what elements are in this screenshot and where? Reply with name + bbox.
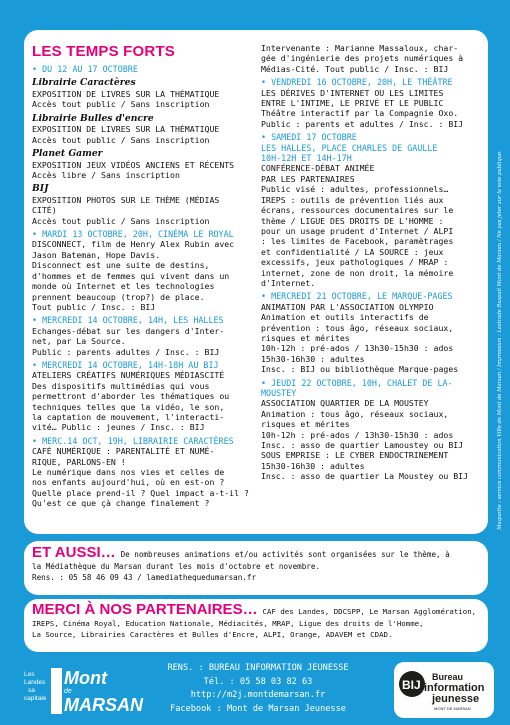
intervenante-text: Intervenante : Marianne Massaloux, char- gée d'ingénierie des projets numériques à Médias-Cité. Tout public / Insc. : BIJ: [261, 43, 464, 74]
merci-text1: CAF des Landes, DDCSPP, Le Marsan Agglomération,: [262, 607, 477, 616]
et-aussi-content: [32, 544, 482, 583]
venue-name: Librairie Caractères: [32, 77, 136, 89]
venue-item: [32, 77, 258, 109]
event-body: ASSOCIATION QUARTIER DE LA MOUSTEY Animation : tous âgo, réseaux sociaux, risques et mérites 10h-12h : pré-ados / 13h30-15h30 : ados Insc. : asso de quartier Lamoustey ou BIJ SOUS EMPRISE : LE CYBER ENDOCTRINEMENT 15h30-16h30 : adultes Insc. : asso de quartier La Moustey ou BIJ: [261, 398, 469, 482]
event-item: [32, 360, 258, 433]
footer-contact: [138, 662, 378, 716]
venue-item: [32, 148, 258, 180]
venue-access: Accès tout public / Sans inscription: [32, 99, 210, 110]
event-heading: • MERCREDI 21 OCTOBRE, LE MARQUE-PAGES: [261, 291, 453, 302]
logo-word-marsan: MARSAN: [64, 695, 143, 715]
merci-line1: [32, 601, 484, 618]
footer-facebook: Facebook : Mont de Marsan Jeunesse: [170, 703, 346, 714]
side-credits: [493, 40, 507, 640]
event-heading: • MERC.14 OCT, 19H, LIBRAIRIE CARACTÈRES: [32, 435, 234, 446]
venue-desc: EXPOSITION DE LIVRES SUR LA THÉMATIQUE: [32, 88, 220, 99]
et-aussi-title: ET AUSSI…: [32, 544, 116, 561]
main-panel: [24, 30, 488, 534]
bij-badge-text: BIJ: [402, 678, 421, 692]
logo-m-bar: [51, 668, 62, 714]
mont-de-marsan-logo: [20, 662, 143, 720]
event-heading: • SAMEDI 17 OCTOBRE LES HALLES, PLACE CHARLES DE GAULLE 10H-12H ET 14H-17H: [261, 132, 438, 164]
event-body: Echanges-débat sur les dangers d'Inter- net, par La Source. Public : parents adultes / Insc. : BIJ: [32, 325, 225, 357]
venue-name: Planet Gamer: [32, 148, 103, 160]
et-aussi-text3: Rens. : 05 58 46 09 43 / lamediathequedumarsan.fr: [32, 573, 257, 582]
side-credits-text: Maquette : service communication Ville de Mont de Marsan / Impression : Lestrade Raspail Mont de Marsan / Ne pas jeter sur la voie publique.: [497, 150, 503, 530]
venue-name: BIJ: [32, 183, 49, 195]
bij-jeunesse: jeunesse: [432, 693, 480, 705]
venue-desc: EXPOSITION PHOTOS SUR LE THÈME (MÉDIAS CITÉ): [32, 194, 220, 216]
event-body: LES DÉRIVES D'INTERNET OU LES LIMITES ENTRE L'INTIME, LE PRIVÉ ET LE PUBLIC Théâtre interactif par la Compagnie Oxo. Public : parents et adultes / Insc. : BIJ: [261, 87, 464, 129]
event-body: ANIMATION PAR L'ASSOCIATION OLYMPIO Animation et outils interactifs de prévention : tous âgo, réseaux sociaux, risques et mérites 10h-12h : pré-ados / 13h30-15h30 : ados 15h30-16h30 : adultes Insc. : BIJ ou bibliothèque Marque-pages: [261, 301, 459, 375]
right-column: [261, 30, 487, 485]
logo-word-de: de: [64, 688, 72, 695]
footer-phone: Tél. : 05 58 03 82 63: [203, 676, 313, 687]
venue-desc: EXPOSITION DE LIVRES SUR LA THÉMATIQUE: [32, 124, 220, 135]
event-body: CAFÉ NUMÉRIQUE : PARENTALITÉ ET NUMÉ- RIQUE, PARLONS-EN ! Le numérique dans nos vies et celles de nos enfants aujourd'hui, où en est-on ? Quelle place prend-il ? Quel impact a-t-il ? Qu'est ce que çà change finalement ?: [32, 446, 249, 509]
venue-item: [32, 113, 258, 145]
merci-text3: La Source, Librairies Caractères et Bulles d'Encre, ALPI, Orange, ADAVEM et CDAD.: [32, 630, 393, 639]
bij-information: information: [424, 682, 485, 694]
et-aussi-text2: la Médiathèque du Marsan durant les mois d'octobre et novembre.: [32, 562, 321, 571]
event-item: [261, 77, 487, 129]
venue-access: Accès libre / Sans inscription: [32, 169, 180, 180]
logo-small-les: Les: [24, 671, 35, 678]
event-body: ATELIERS CRÉATIFS NUMÉRIQUES MÉDIASCITÉ Des dispositifs multimédias qui vous permettront d'aborder les thématiques ou techniques telles que la vidéo, le son, la captation de mouvement, l'interacti- vité… Public : jeunes / Insc. : BIJ: [32, 370, 230, 433]
event-body: CONFÉRENCE-DÉBAT ANIMÉE PAR LES PARTENAIRES Public visé : adultes, professionnels… IREPS : outils de prévention liés aux écrans, ressources documentaires sur le thème / LIGUE DES DROITS DE L'HOMME : pour un usage prudent d'Internet / ALPI : les limites de Facebook, paramètrages et confidentialité / LA SOURCE : jeux excessifs, jeux pathologiques / MRAP : internet, zone de non droit, la mémoire d'Internet.: [261, 163, 454, 288]
venue-name: Librairie Bulles d'encre: [32, 112, 154, 124]
event-heading: • MERCREDI 14 OCTOBRE, 14H, LES HALLES: [32, 315, 224, 326]
left-column: [32, 30, 258, 512]
logo-word-mont: Mont: [64, 668, 107, 688]
section-title: LES TEMPS FORTS: [32, 43, 176, 60]
logo-small-capitale: capitale: [24, 695, 47, 702]
event-body: DISCONNECT, film de Henry Alex Rubin avec Jason Bateman, Hope Davis. Disconnect est une suite de destins, d'hommes et de femmes qui vivent dans un monde où Internet et les technologies prennent beaucoup (trop?) de place. Tout public / Insc. : BIJ: [32, 239, 235, 312]
event-heading: • VENDREDI 16 OCTOBRE, 20H, LE THÉÂTRE: [261, 77, 453, 88]
event-item: [32, 229, 258, 312]
bij-logo: [394, 662, 494, 718]
event-heading: • MARDI 13 OCTOBRE, 20H, CINÉMA LE ROYAL: [32, 229, 234, 240]
venue-desc: EXPOSITION JEUX VIDÉOS ANCIENS ET RÉCENTS: [32, 159, 235, 170]
et-aussi-line1: [32, 544, 482, 561]
venue-item: [32, 183, 258, 226]
bij-montdemarsan: MONT DE MARSAN: [434, 706, 471, 711]
et-aussi-text1: De nombreuses animations et/ou activités sont organisées sur le thème, à: [120, 550, 450, 559]
logo-small-landes: Landes: [24, 679, 46, 686]
venue-access: Accès tout public / Sans inscription: [32, 215, 210, 226]
date-heading: • DU 12 AU 17 OCTOBRE: [32, 64, 138, 74]
venue-access: Accès tout public / Sans inscription: [32, 134, 210, 145]
merci-panel: [24, 599, 488, 652]
bij-bureau: Bureau: [432, 672, 464, 682]
event-heading: • JEUDI 22 OCTOBRE, 10H, CHALET DE LA- MOUSTEY: [261, 377, 453, 398]
merci-title: MERCI À NOS PARTENAIRES…: [32, 601, 258, 618]
event-item: [32, 315, 258, 357]
merci-content: [32, 601, 484, 640]
event-item: [261, 132, 487, 288]
footer-rens: RENS. : BUREAU INFORMATION JEUNESSE: [167, 663, 349, 673]
event-item: [261, 291, 487, 374]
event-heading: • MERCREDI 14 OCTOBRE, 14H-18H AU BIJ: [32, 359, 219, 370]
event-item: [261, 378, 487, 482]
merci-text2: IREPS, Cinéma Royal, Education Nationale, Médiacités, MRAP, Ligue des droits de l'Homme,: [32, 619, 424, 628]
event-item: [32, 436, 258, 509]
et-aussi-panel: [24, 541, 488, 595]
logo-small-sa: sa: [28, 687, 35, 694]
footer-website[interactable]: http://m2j.montdemarsan.fr: [190, 690, 326, 701]
